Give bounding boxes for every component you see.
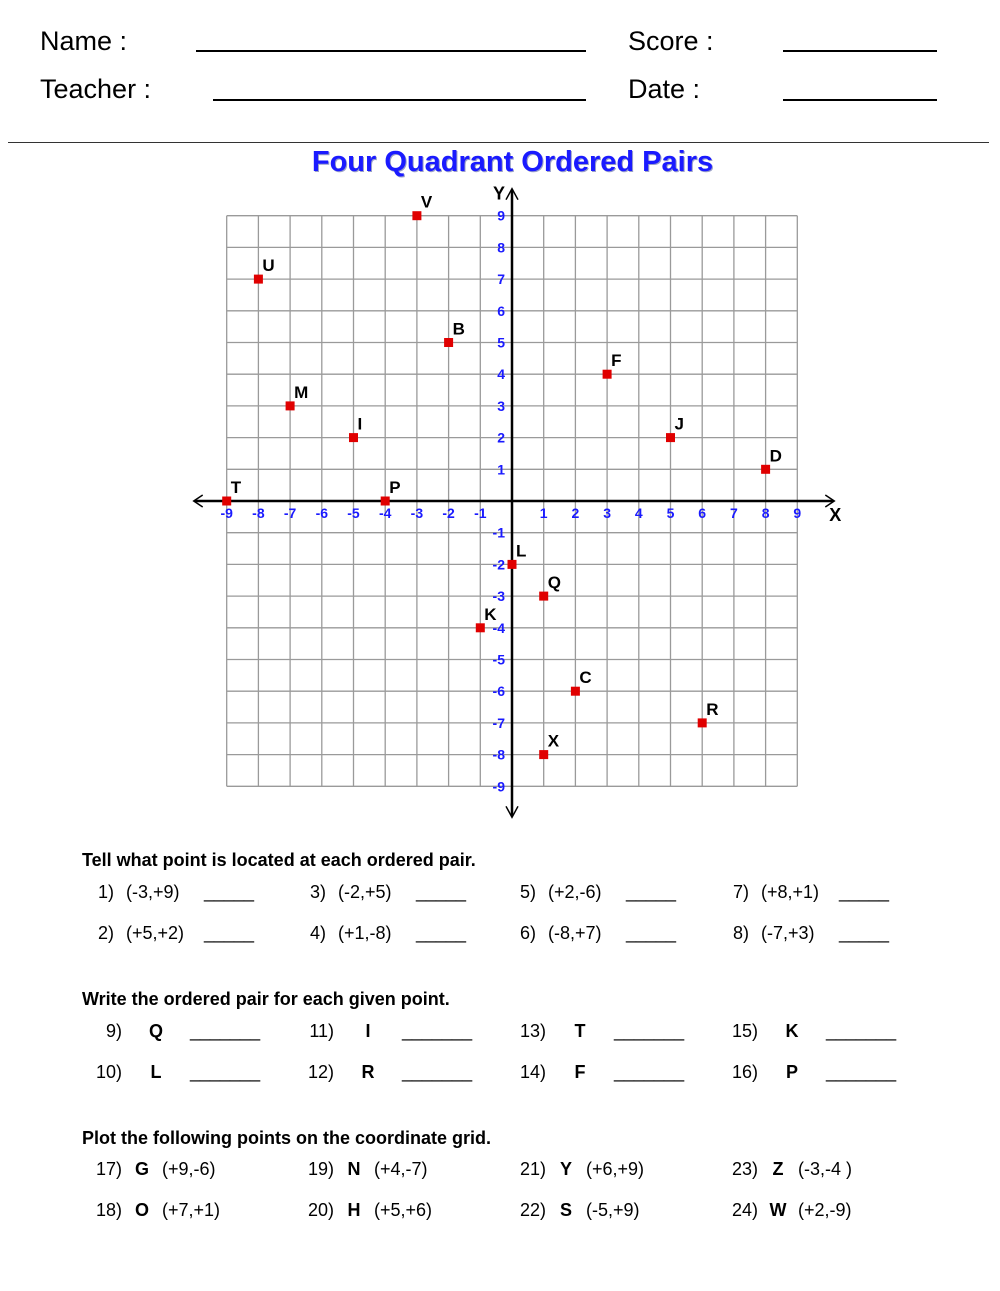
question-number: 1): [98, 882, 115, 902]
answer-blank[interactable]: _____: [839, 882, 890, 902]
answer-blank[interactable]: _____: [626, 923, 677, 943]
ordered-pair: (+2,-9): [798, 1200, 852, 1220]
teacher-label: Teacher :: [40, 74, 152, 104]
answer-blank[interactable]: _____: [626, 882, 677, 902]
point-letter: P: [785, 1062, 798, 1082]
point-label-c: C: [579, 668, 592, 688]
answer-blank[interactable]: _____: [839, 923, 890, 943]
question-number: 7): [733, 882, 750, 902]
y-tick-label: 6: [497, 302, 505, 319]
answer-blank[interactable]: _______: [826, 1021, 897, 1041]
ordered-pair: (+8,+1): [761, 882, 820, 902]
x-tick-label: -2: [442, 505, 455, 521]
y-tick-label: 5: [497, 334, 505, 351]
answer-blank[interactable]: _______: [190, 1062, 261, 1082]
ordered-pair: (-2,+5): [338, 882, 392, 902]
question-number: 3): [310, 882, 327, 902]
ordered-pair: (-5,+9): [586, 1200, 640, 1220]
y-tick-label: 3: [497, 397, 505, 414]
point-marker-u: [254, 275, 263, 284]
point-label-j: J: [674, 414, 684, 434]
question-number: 9): [105, 1021, 122, 1041]
x-tick-label: 2: [571, 505, 580, 521]
point-marker-i: [349, 433, 358, 442]
x-tick-label: -6: [315, 505, 329, 521]
point-marker-c: [571, 687, 580, 696]
answer-blank[interactable]: _____: [416, 882, 467, 902]
section1-title: Tell what point is located at each ordered pair.: [82, 850, 476, 870]
question-22: [510, 1200, 640, 1221]
point-letter: G: [134, 1159, 149, 1179]
ordered-pair: (+5,+6): [374, 1200, 433, 1220]
y-tick-label: -2: [492, 556, 505, 573]
x-tick-label: -9: [220, 505, 233, 521]
y-tick-label: -3: [492, 588, 505, 605]
x-tick-label: -5: [347, 505, 360, 521]
section3-title: Plot the following points on the coordinate grid.: [82, 1128, 491, 1148]
point-letter: S: [559, 1200, 572, 1220]
point-label-d: D: [769, 446, 782, 466]
y-tick-label: 7: [497, 271, 505, 288]
point-label-m: M: [294, 382, 309, 402]
y-tick-label: -9: [492, 778, 505, 795]
question-number: 24): [731, 1200, 758, 1220]
point-marker-r: [698, 718, 707, 727]
point-label-u: U: [262, 256, 275, 276]
point-letter: Z: [772, 1159, 784, 1179]
question-11: [298, 1021, 472, 1042]
question-number: 8): [733, 923, 750, 943]
point-label-t: T: [230, 478, 242, 497]
question-20: [298, 1200, 432, 1221]
y-tick-label: 2: [497, 429, 505, 446]
point-label-b: B: [452, 319, 465, 339]
point-label-p: P: [389, 478, 401, 497]
worksheet-title: Four Quadrant Ordered Pairs: [311, 146, 714, 178]
x-tick-label: -1: [474, 505, 487, 521]
question-number: 17): [95, 1159, 122, 1179]
question-15: [722, 1021, 896, 1042]
y-tick-label: 4: [497, 366, 505, 383]
date-label: Date :: [628, 74, 701, 104]
x-tick-label: 1: [539, 505, 548, 521]
question-23: [722, 1159, 852, 1180]
ordered-pair: (+9,-6): [162, 1159, 216, 1179]
question-16: [722, 1062, 896, 1083]
y-tick-label: -5: [492, 651, 505, 668]
question-number: 22): [519, 1200, 546, 1220]
question-24: [722, 1200, 852, 1221]
ordered-pair: (+6,+9): [586, 1159, 645, 1179]
point-letter: K: [785, 1021, 799, 1041]
ordered-pair: (+5,+2): [126, 923, 185, 943]
answer-blank[interactable]: _______: [402, 1021, 473, 1041]
question-7: [733, 882, 889, 903]
answer-blank[interactable]: _____: [204, 882, 255, 902]
y-tick-label: 9: [497, 207, 505, 224]
y-tick-label: -8: [492, 746, 505, 763]
question-18: [86, 1200, 220, 1221]
x-tick-label: -4: [378, 505, 392, 521]
question-12: [298, 1062, 472, 1083]
question-3: [310, 882, 466, 903]
y-tick-label: -7: [492, 714, 505, 731]
x-tick-label: 8: [761, 505, 770, 521]
y-axis-label: Y: [492, 183, 506, 204]
x-tick-label: -8: [252, 505, 265, 521]
x-axis-label: X: [829, 505, 842, 525]
question-number: 4): [310, 923, 327, 943]
question-number: 21): [519, 1159, 546, 1179]
x-tick-label: -3: [410, 505, 424, 521]
point-letter: H: [347, 1200, 361, 1220]
ordered-pair: (+7,+1): [162, 1200, 221, 1220]
question-number: 23): [731, 1159, 758, 1179]
point-letter: Q: [148, 1021, 163, 1041]
question-9: [86, 1021, 260, 1042]
point-marker-x: [539, 750, 548, 759]
question-21: [510, 1159, 644, 1180]
question-number: 5): [520, 882, 537, 902]
question-number: 12): [307, 1062, 334, 1082]
question-number: 2): [98, 923, 115, 943]
point-label-i: I: [357, 414, 363, 434]
question-number: 16): [731, 1062, 758, 1082]
ordered-pair: (-3,+9): [126, 882, 180, 902]
point-marker-d: [761, 465, 770, 474]
question-14: [510, 1062, 684, 1083]
question-10: [86, 1062, 260, 1083]
section2-title: Write the ordered pair for each given point.: [82, 989, 450, 1009]
question-4: [310, 923, 466, 944]
point-label-q: Q: [547, 573, 561, 593]
point-marker-b: [444, 338, 453, 347]
ordered-pair: (+2,-6): [548, 882, 602, 902]
question-13: [510, 1021, 684, 1042]
x-tick-label: 6: [698, 505, 707, 521]
point-label-r: R: [706, 699, 719, 719]
answer-blank[interactable]: _______: [826, 1062, 897, 1082]
question-19: [298, 1159, 428, 1180]
point-label-f: F: [611, 351, 622, 371]
answer-blank[interactable]: _____: [204, 923, 255, 943]
point-letter: N: [347, 1159, 361, 1179]
question-2: [98, 923, 254, 944]
question-number: 14): [519, 1062, 546, 1082]
question-number: 18): [95, 1200, 122, 1220]
x-tick-label: 3: [603, 505, 611, 521]
question-5: [520, 882, 676, 903]
answer-blank[interactable]: _______: [402, 1062, 473, 1082]
point-marker-m: [286, 401, 295, 410]
question-17: [86, 1159, 216, 1180]
x-tick-label: 4: [634, 505, 643, 521]
ordered-pair: (+1,-8): [338, 923, 392, 943]
answer-blank[interactable]: _____: [416, 923, 467, 943]
ordered-pair: (+4,-7): [374, 1159, 428, 1179]
name-label: Name :: [40, 26, 128, 56]
x-tick-label: 7: [730, 505, 738, 521]
x-tick-label: -7: [283, 505, 297, 521]
question-number: 15): [731, 1021, 758, 1041]
point-letter: F: [574, 1062, 586, 1082]
question-number: 19): [307, 1159, 334, 1179]
point-marker-p: [381, 497, 390, 506]
y-tick-label: -4: [492, 619, 505, 636]
point-marker-v: [412, 211, 421, 220]
x-tick-label: 5: [666, 505, 675, 521]
x-tick-label: 9: [793, 505, 802, 521]
point-letter: O: [134, 1200, 149, 1220]
y-tick-label: 8: [497, 239, 505, 256]
question-6: [520, 923, 676, 944]
answer-blank[interactable]: _______: [190, 1021, 261, 1041]
question-number: 20): [307, 1200, 334, 1220]
point-letter: W: [769, 1200, 787, 1220]
point-label-l: L: [516, 541, 527, 561]
ordered-pair: (-3,-4 ): [798, 1159, 852, 1179]
point-letter: Y: [559, 1159, 572, 1179]
ordered-pair: (-8,+7): [548, 923, 602, 943]
answer-blank[interactable]: _______: [614, 1021, 685, 1041]
point-letter: L: [150, 1062, 162, 1082]
point-marker-k: [476, 623, 485, 632]
question-1: [98, 882, 254, 903]
point-marker-q: [539, 592, 548, 601]
point-marker-l: [508, 560, 517, 569]
score-label: Score :: [628, 26, 714, 56]
ordered-pair: (-7,+3): [761, 923, 815, 943]
point-marker-f: [603, 370, 612, 379]
question-number: 6): [520, 923, 537, 943]
point-marker-j: [666, 433, 675, 442]
point-letter: T: [574, 1021, 586, 1041]
point-label-x: X: [547, 731, 560, 751]
point-letter: R: [361, 1062, 375, 1082]
y-tick-label: 1: [497, 461, 505, 478]
y-tick-label: -1: [492, 524, 505, 541]
question-number: 13): [519, 1021, 546, 1041]
question-8: [733, 923, 889, 944]
answer-blank[interactable]: _______: [614, 1062, 685, 1082]
question-number: 10): [95, 1062, 122, 1082]
question-number: 11): [309, 1021, 334, 1041]
point-label-k: K: [484, 604, 497, 624]
point-marker-t: [222, 497, 231, 506]
y-tick-label: -6: [492, 683, 505, 700]
point-letter: I: [365, 1021, 371, 1041]
point-label-v: V: [420, 192, 433, 212]
